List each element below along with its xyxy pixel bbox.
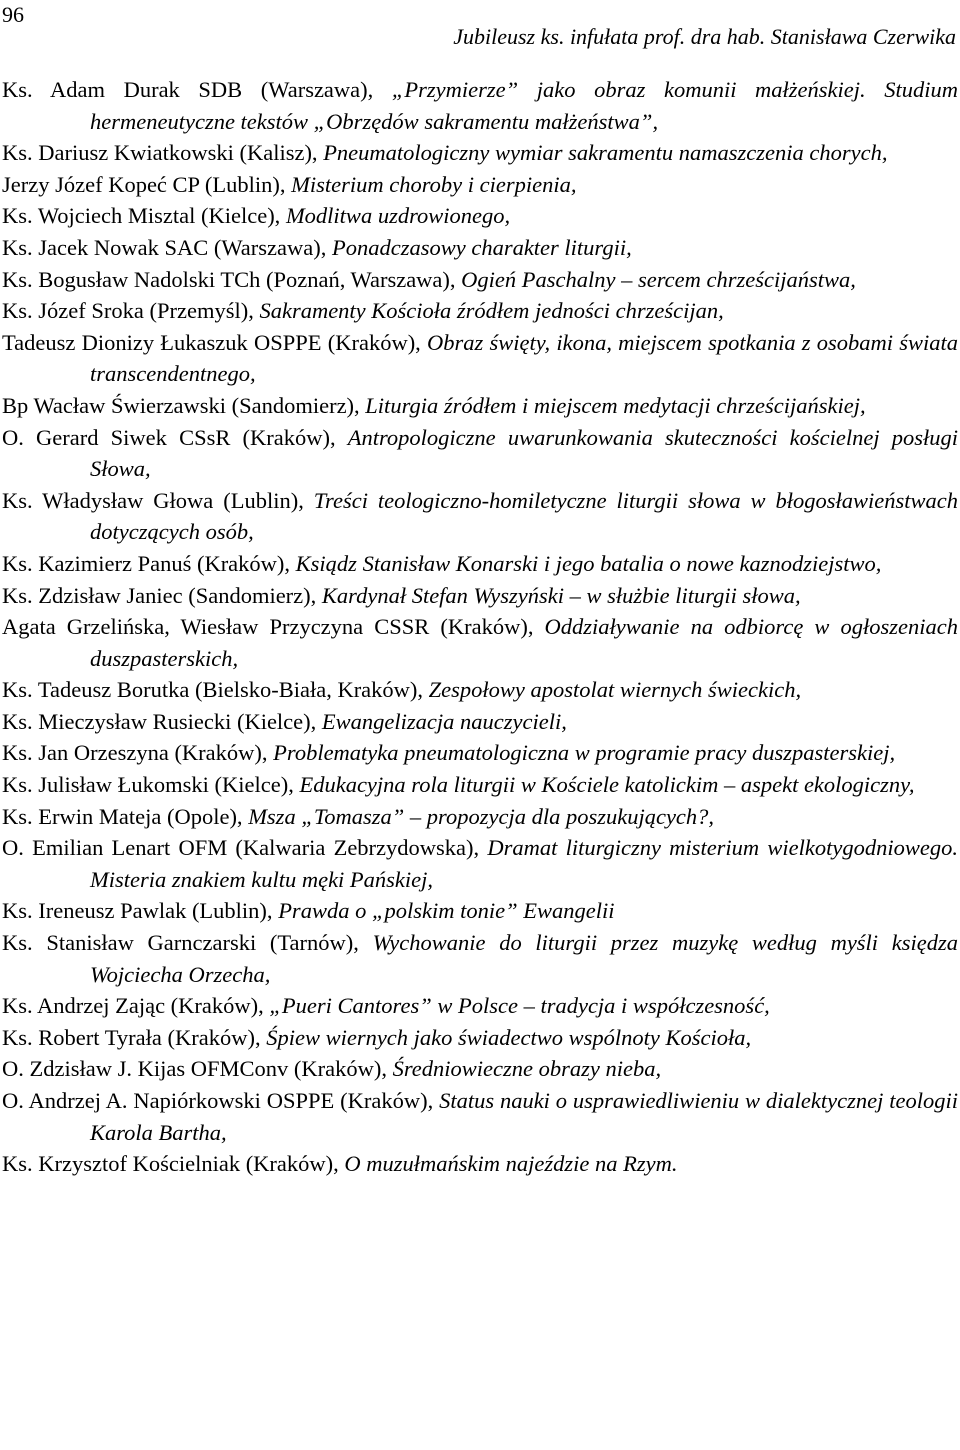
contents-entry xyxy=(2,1148,958,1180)
entry-title: Zespołowy apostolat wiernych świeckich, xyxy=(428,677,802,703)
entry-title: Ponadczasowy charakter liturgii, xyxy=(331,234,632,260)
contents-entry xyxy=(2,327,958,390)
entry-title: Antropologiczne uwarunkowania skuteczności kościelnej posługi Słowa, xyxy=(90,424,958,482)
entry-title: „Pueri Cantores” w Polsce – tradycja i współczesność, xyxy=(269,993,770,1019)
contents-list xyxy=(2,74,958,1180)
entry-author: Agata Grzelińska, Wiesław Przyczyna CSSR (Kraków), xyxy=(2,614,545,640)
entry-title: Sakramenty Kościoła źródłem jedności chrześcijan, xyxy=(259,298,724,324)
contents-entry xyxy=(2,769,958,801)
entry-author: Ks. Mieczysław Rusiecki (Kielce), xyxy=(2,708,322,734)
contents-entry xyxy=(2,801,958,833)
contents-entry xyxy=(2,422,958,485)
contents-entry xyxy=(2,264,958,296)
entry-author: Jerzy Józef Kopeć CP (Lublin), xyxy=(2,171,292,197)
entry-author: O. Emilian Lenart OFM (Kalwaria Zebrzydowska), xyxy=(2,835,488,861)
entry-title: Kardynał Stefan Wyszyński – w służbie liturgii słowa, xyxy=(321,582,801,608)
contents-entry xyxy=(2,927,958,990)
contents-entry xyxy=(2,169,958,201)
page-number: 96 xyxy=(2,2,24,27)
entry-title: Ksiądz Stanisław Konarski i jego batalia o nowe kaznodziejstwo, xyxy=(295,550,882,576)
entry-title: Status nauki o usprawiedliwieniu w dialektycznej teologii Karola Bartha, xyxy=(90,1088,958,1145)
entry-author: Ks. Jacek Nowak SAC (Warszawa), xyxy=(2,234,332,260)
entry-author: Ks. Ireneusz Pawlak (Lublin), xyxy=(2,898,279,924)
contents-entry xyxy=(2,137,958,169)
entry-title: Pneumatologiczny wymiar sakramentu namaszczenia chorych, xyxy=(323,140,888,166)
entry-author: Tadeusz Dionizy Łukaszuk OSPPE (Kraków), xyxy=(2,329,428,355)
entry-author: Ks. Dariusz Kwiatkowski (Kalisz), xyxy=(2,140,324,166)
contents-entry xyxy=(2,832,958,895)
contents-entry xyxy=(2,548,958,580)
entry-author: Ks. Tadeusz Borutka (Bielsko-Biała, Kraków), xyxy=(2,677,429,703)
entry-title: Ogień Paschalny – sercem chrześcijaństwa, xyxy=(461,266,856,292)
contents-entry xyxy=(2,200,958,232)
entry-title: Edukacyjna rola liturgii w Kościele katolickim – aspekt ekologiczny, xyxy=(299,772,915,798)
entry-author: Ks. Adam Durak SDB (Warszawa), xyxy=(2,77,392,102)
contents-entry xyxy=(2,295,958,327)
entry-title: Prawda o „polskim tonie” Ewangelii xyxy=(278,898,615,924)
entry-author: Ks. Józef Sroka (Przemyśl), xyxy=(2,298,260,324)
entry-author: Ks. Bogusław Nadolski TCh (Poznań, Warszawa), xyxy=(2,266,462,292)
contents-entry xyxy=(2,706,958,738)
entry-author: O. Zdzisław J. Kijas OFMConv (Kraków), xyxy=(2,1056,393,1082)
entry-title: Liturgia źródłem i miejscem medytacji chrześcijańskiej, xyxy=(365,392,866,418)
entry-author: Ks. Jan Orzeszyna (Kraków), xyxy=(2,740,274,766)
entry-title: Dramat liturgiczny misterium wielkotygodniowego. Misteria znakiem kultu męki Pańskiej, xyxy=(90,835,958,892)
entry-title: O muzułmańskim najeździe na Rzym. xyxy=(344,1151,678,1177)
entry-author: Ks. Andrzej Zając (Kraków), xyxy=(2,993,270,1019)
entry-author: O. Andrzej A. Napiórkowski OSPPE (Kraków), xyxy=(2,1088,440,1113)
entry-title: Msza „Tomasza” – propozycja dla poszukujących?, xyxy=(248,803,715,829)
contents-entry xyxy=(2,1022,958,1054)
entry-author: Ks. Robert Tyrała (Kraków), xyxy=(2,1024,267,1050)
entry-title: Treści teologiczno-homiletyczne liturgii słowa w błogosławieństwach dotyczących osób, xyxy=(90,487,958,545)
entry-title: Oddziaływanie na odbiorcę w ogłoszeniach duszpasterskich, xyxy=(90,614,958,671)
contents-entry xyxy=(2,1085,958,1148)
entry-title: Obraz święty, ikona, miejscem spotkania z osobami świata transcendentnego, xyxy=(90,329,958,387)
entry-title: Misterium choroby i cierpienia, xyxy=(291,171,577,197)
entry-author: Ks. Władysław Głowa (Lublin), xyxy=(2,487,314,513)
entry-title: Modlitwa uzdrowionego, xyxy=(285,203,511,229)
running-header: Jubileusz ks. infułata prof. dra hab. Stanisława Czerwika xyxy=(453,24,956,49)
entry-title: Ewangelizacja nauczycieli, xyxy=(321,708,567,734)
contents-entry xyxy=(2,232,958,264)
entry-author: Ks. Krzysztof Kościelniak (Kraków), xyxy=(2,1151,345,1177)
contents-entry xyxy=(2,611,958,674)
contents-entry xyxy=(2,580,958,612)
contents-entry xyxy=(2,1053,958,1085)
contents-entry xyxy=(2,674,958,706)
contents-entry xyxy=(2,737,958,769)
entry-title: Problematyka pneumatologiczna w programie pracy duszpasterskiej, xyxy=(273,740,896,766)
contents-entry xyxy=(2,485,958,548)
contents-entry xyxy=(2,895,958,927)
entry-title: Średniowieczne obrazy nieba, xyxy=(392,1056,662,1082)
contents-entry xyxy=(2,990,958,1022)
entry-author: Ks. Wojciech Misztal (Kielce), xyxy=(2,203,286,229)
contents-entry xyxy=(2,74,958,137)
entry-title: Wychowanie do liturgii przez muzykę według myśli księdza Wojciecha Orzecha, xyxy=(90,930,958,987)
entry-title: Śpiew wiernych jako świadectwo wspólnoty Kościoła, xyxy=(266,1024,752,1050)
entry-author: Ks. Zdzisław Janiec (Sandomierz), xyxy=(2,582,322,608)
entry-author: Ks. Kazimierz Panuś (Kraków), xyxy=(2,550,296,576)
entry-author: Ks. Erwin Mateja (Opole), xyxy=(2,803,249,829)
contents-entry xyxy=(2,390,958,422)
entry-author: Bp Wacław Świerzawski (Sandomierz), xyxy=(2,392,366,418)
entry-author: Ks. Julisław Łukomski (Kielce), xyxy=(2,772,300,798)
entry-author: Ks. Stanisław Garnczarski (Tarnów), xyxy=(2,930,373,956)
entry-author: O. Gerard Siwek CSsR (Kraków), xyxy=(2,424,348,450)
entry-title: „Przymierze” jako obraz komunii małżeńskiej. Studium hermeneutyczne tekstów „Obrzędów sakramentu małżeństwa”, xyxy=(90,77,958,134)
